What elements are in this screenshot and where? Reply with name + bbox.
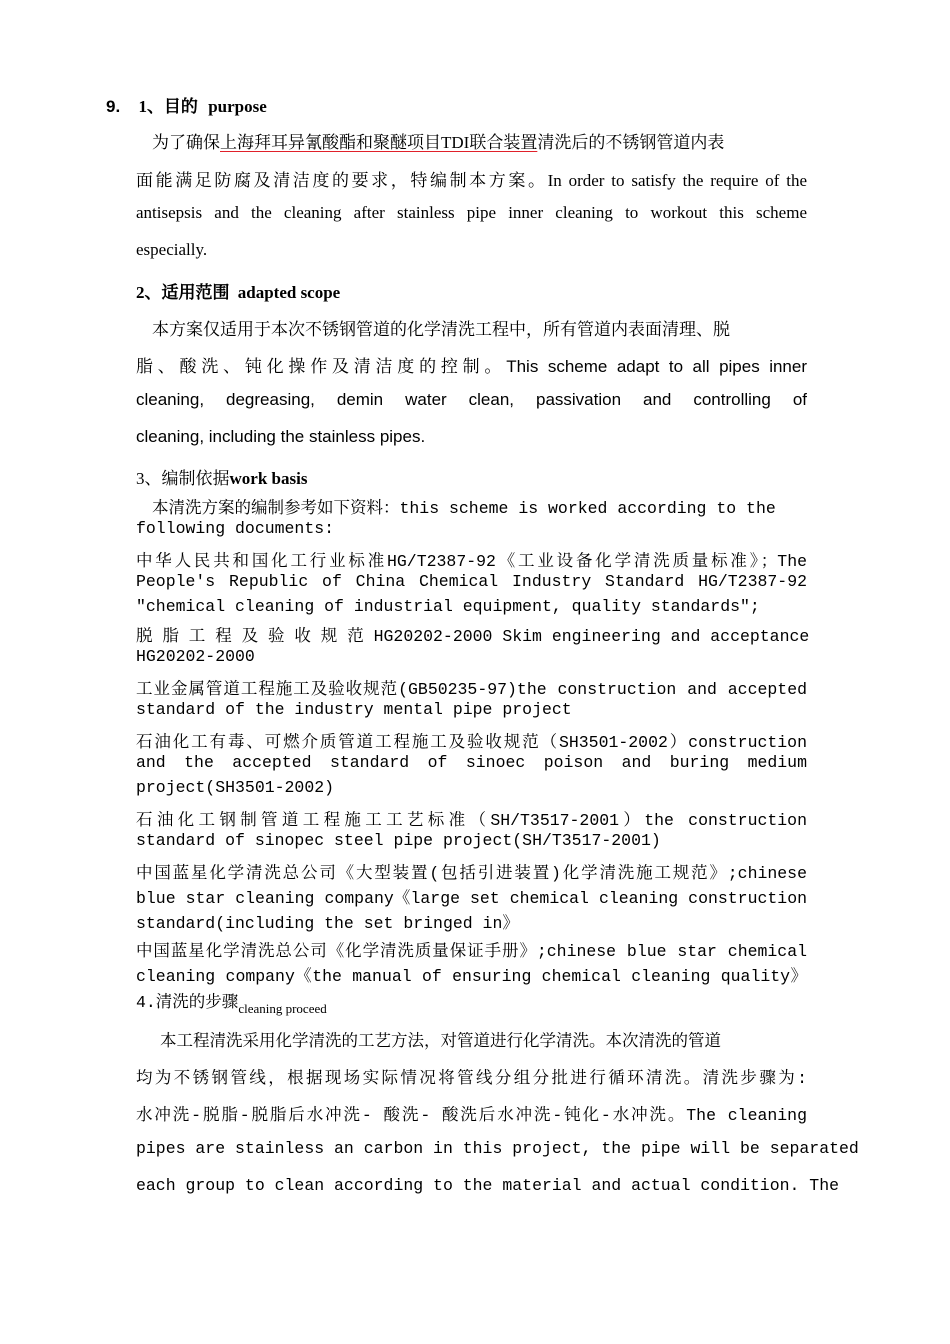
s2-paragraph-line-1: 本方案仅适用于本次不锈钢管道的化学清洗工程中，所有管道内表面清理、脱 [152, 320, 730, 339]
s3-line-7: 工业金属管道工程施工及验收规范(GB50235-97)the construction and accepted [136, 680, 807, 699]
section-3-heading [136, 464, 307, 489]
s4-line-1: 均为不锈钢管线，根据现场实际情况将管线分组分批进行循环清洗。清洗步骤为: [136, 1069, 807, 1088]
s3-line-3: People's Republic of China Chemical Industry Standard HG/T2387-92 [136, 572, 807, 591]
section-number: 9. [106, 97, 121, 116]
s3-line-18: cleaning company《the manual of ensuring chemical cleaning quality》 [136, 967, 807, 986]
s3-line-10: and the accepted standard of sinoec poison and buring medium [136, 753, 807, 772]
s4-line-2: 水冲洗-脱脂-脱脂后水冲洗- 酸洗- 酸洗后水冲洗-钝化-水冲洗。The cleaning [136, 1106, 807, 1125]
section-2-title: 2、适用范围 [136, 283, 230, 302]
section-3-title-en: work basis [229, 469, 308, 488]
s1-text-a: 为了确保 [152, 133, 220, 152]
s3-line-0: 本清洗方案的编制参考如下资料：this scheme is worked according to the [152, 499, 776, 518]
section-1-title: 1、目的 [138, 97, 198, 116]
section-2-heading [136, 278, 340, 303]
s1-paragraph-line-4: especially. [136, 240, 208, 259]
s4-line-3: pipes are stainless an carbon in this project, the pipe will be separated [136, 1139, 859, 1158]
section-4-title-en: cleaning proceed [238, 1001, 327, 1016]
s3-line-15: blue star cleaning company《large set chemical cleaning construction [136, 889, 807, 908]
s2-text-cn: 脂、酸洗、钝化操作及清洁度的控制。 [136, 357, 507, 376]
section-3-title: 3、编制依据 [136, 469, 230, 488]
section-1-heading [106, 92, 267, 117]
section-4-title: 4.清洗的步骤 [136, 993, 239, 1012]
s3-line-6: HG20202-2000 [136, 647, 255, 666]
s1-paragraph-line-3: antisepsis and the cleaning after stainless pipe inner cleaning to workout this scheme [136, 203, 807, 222]
section-2-title-en: adapted scope [237, 283, 341, 302]
s3-line-1: following documents: [136, 519, 335, 538]
s3-line-5: 脱 脂 工 程 及 验 收 规 范 HG20202-2000 Skim engineering and acceptance [136, 627, 810, 646]
s3-line-16: standard(including the set bringed in》 [136, 914, 519, 933]
section-4-heading [136, 988, 327, 1016]
s2-text-en: This scheme adapt to all pipes inner [506, 357, 808, 376]
s3-line-12: 石油化工钢制管道工程施工工艺标准（SH/T3517-2001）the construction [136, 811, 807, 830]
s3-line-13: standard of sinopec steel pipe project(SH/T3517-2001) [136, 831, 661, 850]
s3-line-11: project(SH3501-2002) [136, 778, 335, 797]
s3-line-9: 石油化工有毒、可燃介质管道工程施工及验收规范（SH3501-2002）construction [136, 733, 807, 752]
s2-paragraph-line-3: cleaning, degreasing, demin water clean, passivation and controlling of [136, 390, 807, 409]
s3-line-14: 中国蓝星化学清洗总公司《大型装置(包括引进装置)化学清洗施工规范》;chinese [136, 864, 807, 883]
s1-paragraph-line-1 [152, 128, 724, 153]
s3-line-4: "chemical cleaning of industrial equipment, quality standards"; [136, 597, 760, 616]
s1-paragraph-line-2: 面能满足防腐及清洁度的要求，特编制本方案。In order to satisfy the require of the [136, 171, 807, 190]
s4-line-0: 本工程清洗采用化学清洗的工艺方法，对管道进行化学清洗。本次清洗的管道 [160, 1032, 721, 1051]
s2-paragraph-line-4: cleaning, including the stainless pipes. [136, 427, 426, 446]
s4-line-4: each group to clean according to the material and actual condition. The [136, 1176, 840, 1195]
section-1-title-en: purpose [208, 97, 267, 116]
s3-line-2: 中华人民共和国化工行业标准HG/T2387-92《工业设备化学清洗质量标准》；The [136, 552, 807, 571]
s2-paragraph-line-2 [136, 352, 807, 377]
s1-text-c: 清洗后的不锈钢管道内表 [537, 133, 725, 152]
s3-line-17: 中国蓝星化学清洗总公司《化学清洗质量保证手册》;chinese blue star chemical [136, 942, 807, 961]
s3-line-8: standard of the industry mental pipe project [136, 700, 572, 719]
s1-underlined-project: 上海拜耳异氰酸酯和聚醚项目TDI联合装置 [220, 133, 538, 152]
